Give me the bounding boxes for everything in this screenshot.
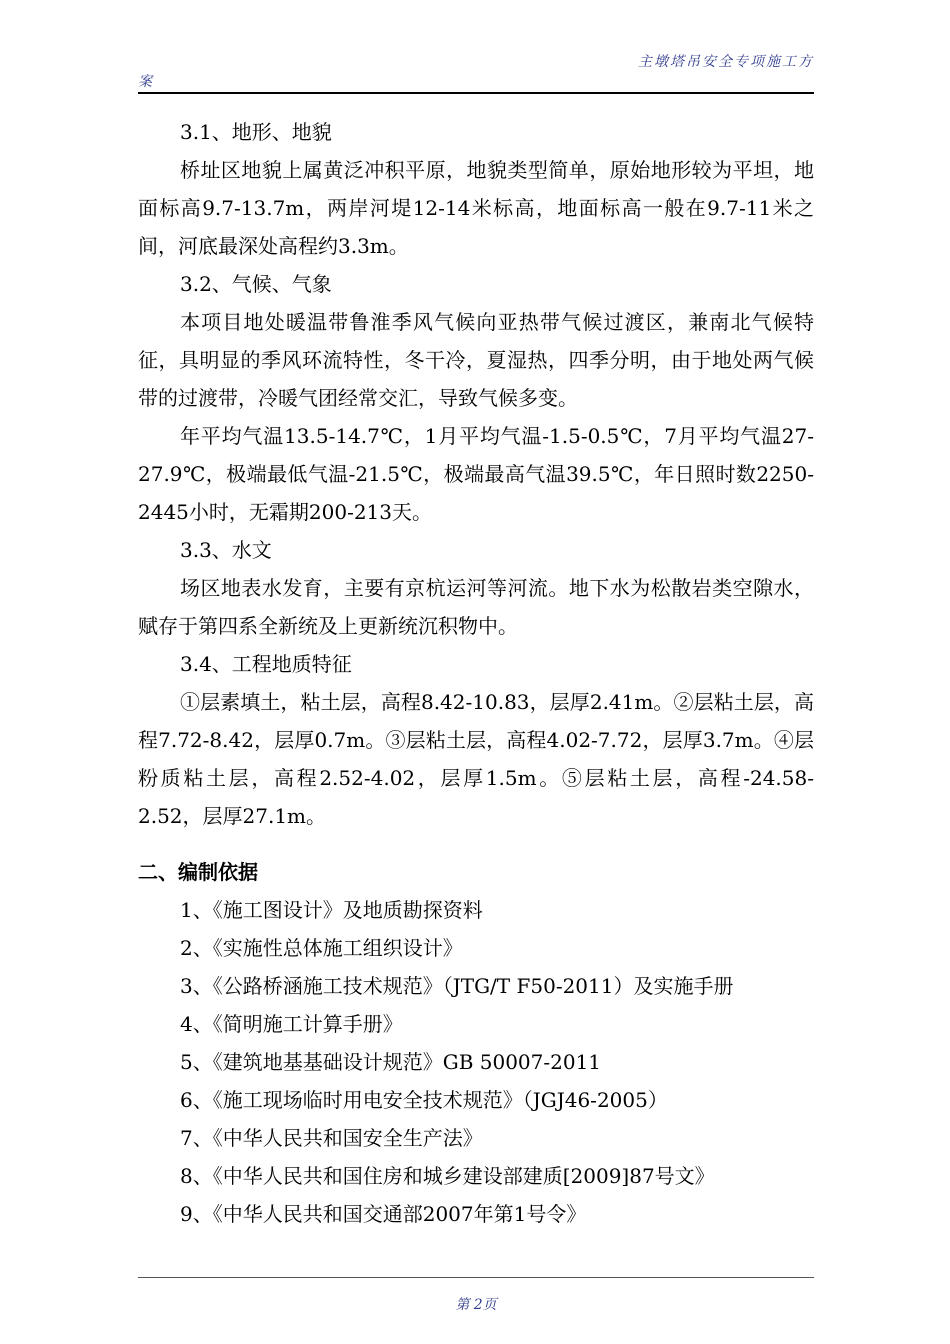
paragraph-hydrology: 场区地表水发育，主要有京杭运河等河流。地下水为松散岩类空隙水，赋存于第四系全新统及上更新统沉积物中。 (138, 576, 814, 638)
list-item: 6、《施工现场临时用电安全技术规范》（JGJ46-2005） (180, 1088, 668, 1112)
heading-3-3: 3.3、水文 (180, 538, 272, 562)
basis-list (138, 891, 814, 1233)
footer-divider (138, 1277, 814, 1278)
list-item: 2、《实施性总体施工组织设计》 (180, 936, 463, 960)
document-body (138, 113, 814, 1233)
page-number: 第 2页 (455, 1297, 497, 1313)
list-item: 4、《简明施工计算手册》 (180, 1012, 403, 1036)
list-item: 9、《中华人民共和国交通部2007年第1号令》 (180, 1202, 587, 1226)
header-title: 主墩塔吊安全专项施工方 (638, 54, 814, 70)
heading-3-4: 3.4、工程地质特征 (180, 652, 352, 676)
paragraph-geology: ①层素填土，粘土层，高程8.42-10.83，层厚2.41m。②层粘土层，高程7.72-8.42，层厚0.7m。③层粘土层，高程4.02-7.72，层厚3.7m。④层粉质粘土层，高程2.52-4.02，层厚1.5m。⑤层粘土层，高程-24.58-2.52，层厚27.1m。 (138, 690, 814, 828)
list-item: 8、《中华人民共和国住房和城乡建设部建质[2009]87号文》 (180, 1164, 715, 1188)
paragraph-terrain: 桥址区地貌上属黄泛冲积平原，地貌类型简单，原始地形较为平坦，地面标高9.7-13.7m，两岸河堤12-14米标高，地面标高一般在9.7-11米之间，河底最深处高程约3.3m。 (138, 158, 814, 258)
header-title-continued: 案 (138, 74, 152, 90)
section-title-basis: 二、编制依据 (138, 860, 258, 884)
list-item: 3、《公路桥涵施工技术规范》（JTG/T F50-2011）及实施手册 (180, 974, 734, 998)
heading-3-2: 3.2、气候、气象 (180, 272, 332, 296)
paragraph-climate: 本项目地处暖温带鲁淮季风气候向亚热带气候过渡区，兼南北气候特征，具明显的季风环流特性，冬干冷，夏湿热，四季分明，由于地处两气候带的过渡带，冷暖气团经常交汇，导致气候多变。 (138, 310, 814, 410)
heading-3-1: 3.1、地形、地貌 (180, 120, 332, 144)
list-item: 1、《施工图设计》及地质勘探资料 (180, 898, 483, 922)
page-header (138, 48, 814, 94)
list-item: 7、《中华人民共和国安全生产法》 (180, 1126, 483, 1150)
paragraph-temperature: 年平均气温13.5-14.7℃，1月平均气温-1.5-0.5℃，7月平均气温27-27.9℃，极端最低气温-21.5℃，极端最高气温39.5℃，年日照时数2250-2445小时，无霜期200-213天。 (138, 424, 814, 524)
list-item: 5、《建筑地基基础设计规范》GB 50007-2011 (180, 1050, 602, 1074)
